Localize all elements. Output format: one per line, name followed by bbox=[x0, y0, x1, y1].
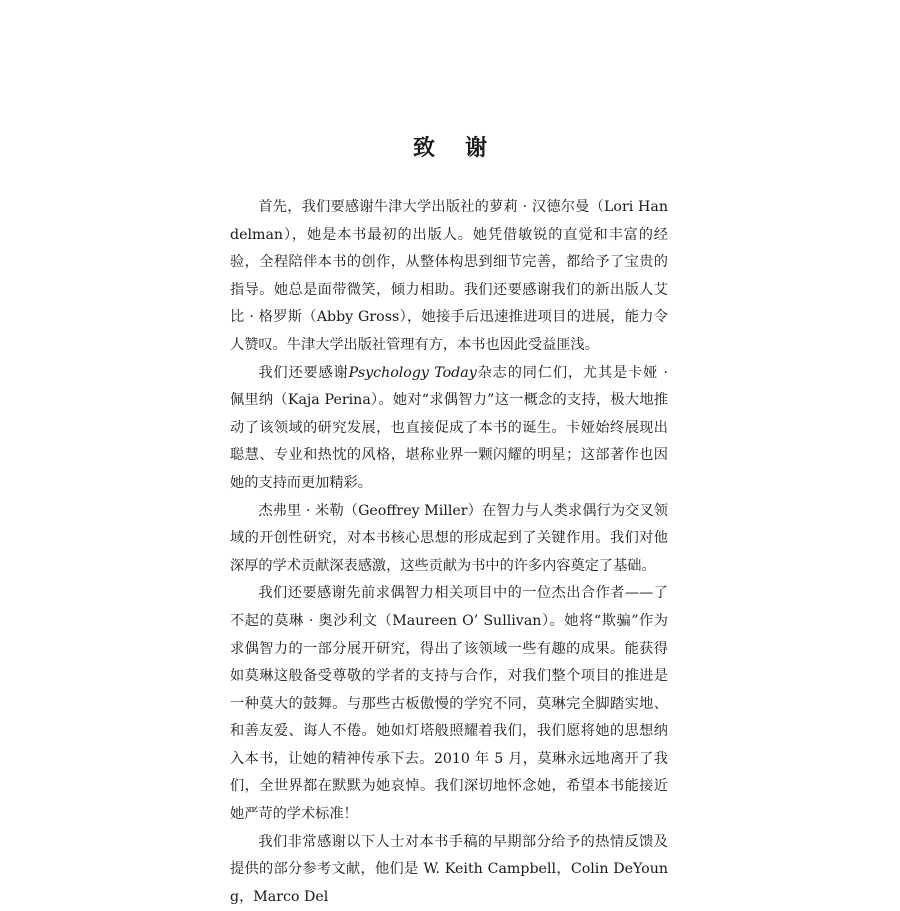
paragraph bbox=[230, 194, 668, 360]
acknowledgements-body bbox=[230, 194, 668, 911]
paragraph-text: 我们还要感谢 bbox=[258, 364, 349, 381]
paragraph-text: 杂志的同仁们，尤其是卡娅 · 佩里纳（Kaja Perina）。她对“求偶智力”这一概念的支持，极大地推动了该领域的研究发展，也直接促成了本书的诞生。卡娅始终展现出聪慧、专业和热忱的风格，堪称业界一颗闪耀的明星；这部著作也因她的支持而更加精彩。 bbox=[230, 364, 668, 491]
paragraph-text: 我们非常感谢以下人士对本书手稿的早期部分给予的热情反馈及提供的部分参考文献，他们是 W. Keith Campbell，Colin DeYoung，Marco Del bbox=[230, 833, 668, 905]
paragraph bbox=[230, 498, 668, 581]
paragraph bbox=[230, 829, 668, 911]
page-title: 致谢 bbox=[412, 134, 517, 161]
paragraph bbox=[230, 580, 668, 828]
paragraph-text: 首先，我们要感谢牛津大学出版社的萝莉 · 汉德尔曼（Lori Handelman），她是本书最初的出版人。她凭借敏锐的直觉和丰富的经验，全程陪伴本书的创作，从整体构思到细节完善，都给予了宝贵的指导。她总是面带微笑，倾力相助。我们还要感谢我们的新出版人艾比 · 格罗斯（Abby Gross），她接手后迅速推进项目的进展，能力令人赞叹。牛津大学出版社管理有方，本书也因此受益匪浅。 bbox=[230, 199, 668, 353]
paragraph-text: 杰弗里 · 米勒（Geoffrey Miller）在智力与人类求偶行为交叉领域的开创性研究，对本书核心思想的形成起到了关键作用。我们对他深厚的学术贡献深表感激，这些贡献为书中的许多内容奠定了基础。 bbox=[230, 502, 668, 574]
magazine-title: Psychology Today bbox=[348, 364, 477, 381]
paragraph-text: 我们还要感谢先前求偶智力相关项目中的一位杰出合作者——了不起的莫琳 · 奥沙利文（Maureen O’ Sullivan）。她将“欺骗”作为求偶智力的一部分展开研究，得出了该领域一些有趣的成果。能获得如莫琳这般备受尊敬的学者的支持与合作，对我们整个项目的推进是一种莫大的鼓舞。与那些古板傲慢的学究不同，莫琳完全脚踏实地、和善友爱、诲人不倦。她如灯塔般照耀着我们，我们愿将她的思想纳入本书，让她的精神传承下去。2010 年 5 月，莫琳永远地离开了我们，全世界都在默默为她哀悼。我们深切地怀念她，希望本书能接近她严苛的学术标准！ bbox=[230, 585, 668, 823]
paragraph bbox=[230, 360, 668, 498]
